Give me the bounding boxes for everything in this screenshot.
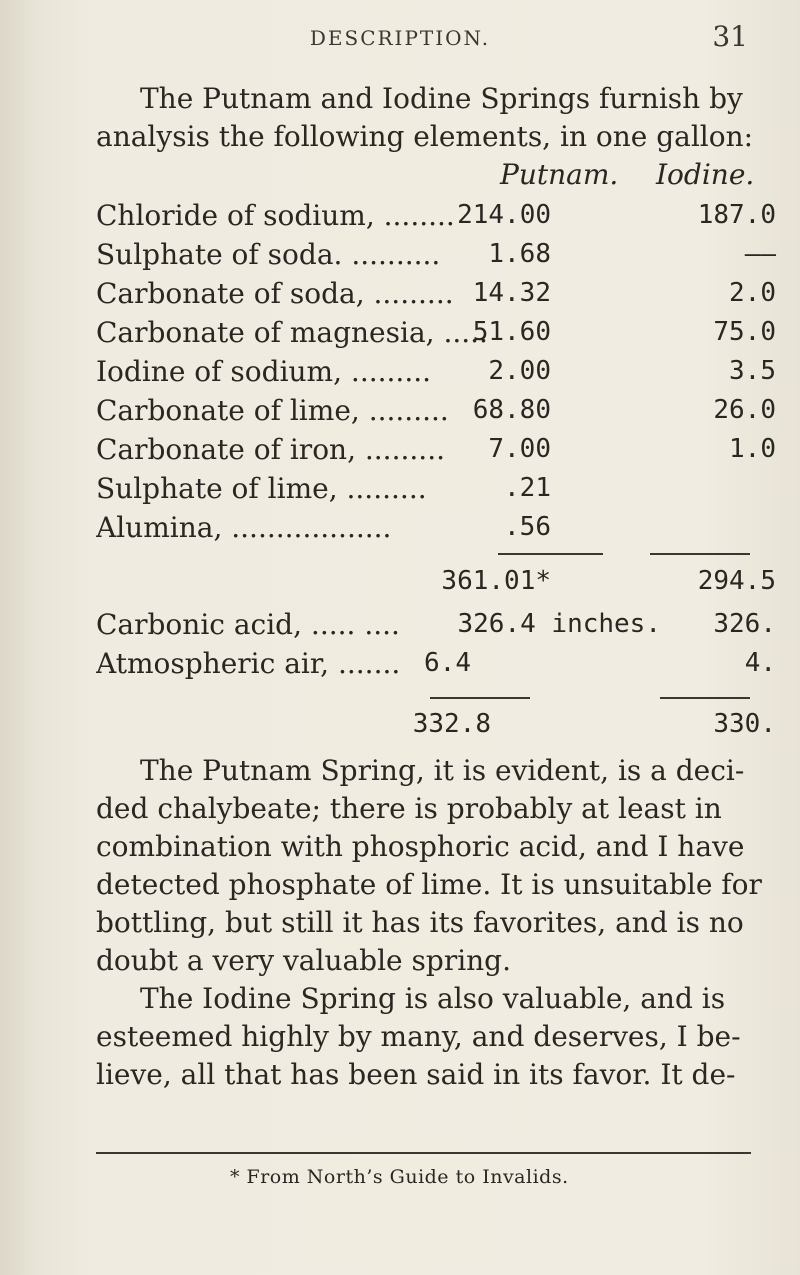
gas-table	[96, 605, 786, 683]
row-label: Carbonate of magnesia, .....	[96, 316, 488, 349]
row-label: Carbonic acid, ..... ....	[96, 608, 400, 641]
table-row	[96, 469, 786, 508]
intro-paragraph: The Putnam and Iodine Springs furnish by analysis the following elements, in one gallon:	[96, 82, 754, 153]
putnam-value: 14.32	[472, 278, 551, 308]
putnam-value: 2.00	[488, 356, 551, 386]
row-label: Atmospheric air, .......	[96, 647, 401, 680]
putnam-value: 326.4 inches.	[457, 609, 661, 639]
running-header: DESCRIPTION.	[309, 26, 491, 50]
putnam-value: 6.4	[424, 648, 471, 678]
iodine-value: 26.0	[713, 395, 776, 425]
putnam-value: 214.00	[457, 200, 551, 230]
iodine-value: 326.	[713, 609, 776, 639]
iodine-value: ——	[744, 239, 776, 269]
table-row	[96, 430, 786, 469]
row-label: Carbonate of iron, .........	[96, 433, 445, 466]
putnam-total: 361.01*	[441, 566, 551, 596]
table-row	[96, 352, 786, 391]
column-header-putnam: Putnam.	[500, 158, 619, 191]
table-row	[96, 313, 786, 352]
iodine-paragraph: The Iodine Spring is also valuable, and is esteemed highly by many, and deserves, I believe, all that has been said in its favor. It de-	[96, 982, 741, 1091]
putnam-gas-total: 332.8	[412, 709, 491, 739]
iodine-value: 4.	[744, 648, 776, 678]
iodine-value: 2.0	[729, 278, 776, 308]
row-label: Carbonate of soda, .........	[96, 277, 454, 310]
page-number: 31	[712, 20, 748, 53]
column-header-iodine: Iodine.	[656, 158, 755, 191]
gas-sum-rule-putnam	[430, 697, 530, 699]
putnam-value: 7.00	[488, 434, 551, 464]
iodine-gas-total: 330.	[713, 709, 776, 739]
gas-sum-rule-iodine	[660, 697, 750, 699]
iodine-value: 75.0	[713, 317, 776, 347]
iodine-value: 1.0	[729, 434, 776, 464]
table-row	[96, 196, 786, 235]
table-row	[96, 235, 786, 274]
iodine-value: 187.0	[697, 200, 776, 230]
table-row	[96, 508, 786, 547]
row-label: Alumina, ..................	[96, 511, 392, 544]
table-row	[96, 605, 786, 644]
table-row	[96, 274, 786, 313]
putnam-value: .21	[504, 473, 551, 503]
gas-total-row	[96, 705, 786, 744]
putnam-value: 1.68	[488, 239, 551, 269]
putnam-value: .56	[504, 512, 551, 542]
putnam-value: 68.80	[472, 395, 551, 425]
row-label: Sulphate of lime, .........	[96, 472, 427, 505]
iodine-value: 3.5	[729, 356, 776, 386]
table-row	[96, 644, 786, 683]
row-label: Carbonate of lime, .........	[96, 394, 449, 427]
footnote: * From North’s Guide to Invalids.	[230, 1166, 569, 1188]
sum-rule-iodine	[650, 553, 750, 555]
footnote-rule	[96, 1152, 751, 1154]
putnam-paragraph: The Putnam Spring, it is evident, is a decided chalybeate; there is probably at least in combination with phosphoric acid, and I have detected phosphate of lime. It is unsuitable for bottling, but still it has its favorites, and is no doubt a very valuable spring.	[96, 754, 762, 977]
row-label: Sulphate of soda. ..........	[96, 238, 441, 271]
table-row	[96, 391, 786, 430]
sum-rule-putnam	[498, 553, 603, 555]
iodine-total: 294.5	[697, 566, 776, 596]
row-label: Iodine of sodium, .........	[96, 355, 432, 388]
row-label: Chloride of sodium, ........	[96, 199, 455, 232]
analysis-table	[96, 196, 786, 547]
total-row	[96, 562, 786, 601]
putnam-value: 51.60	[472, 317, 551, 347]
